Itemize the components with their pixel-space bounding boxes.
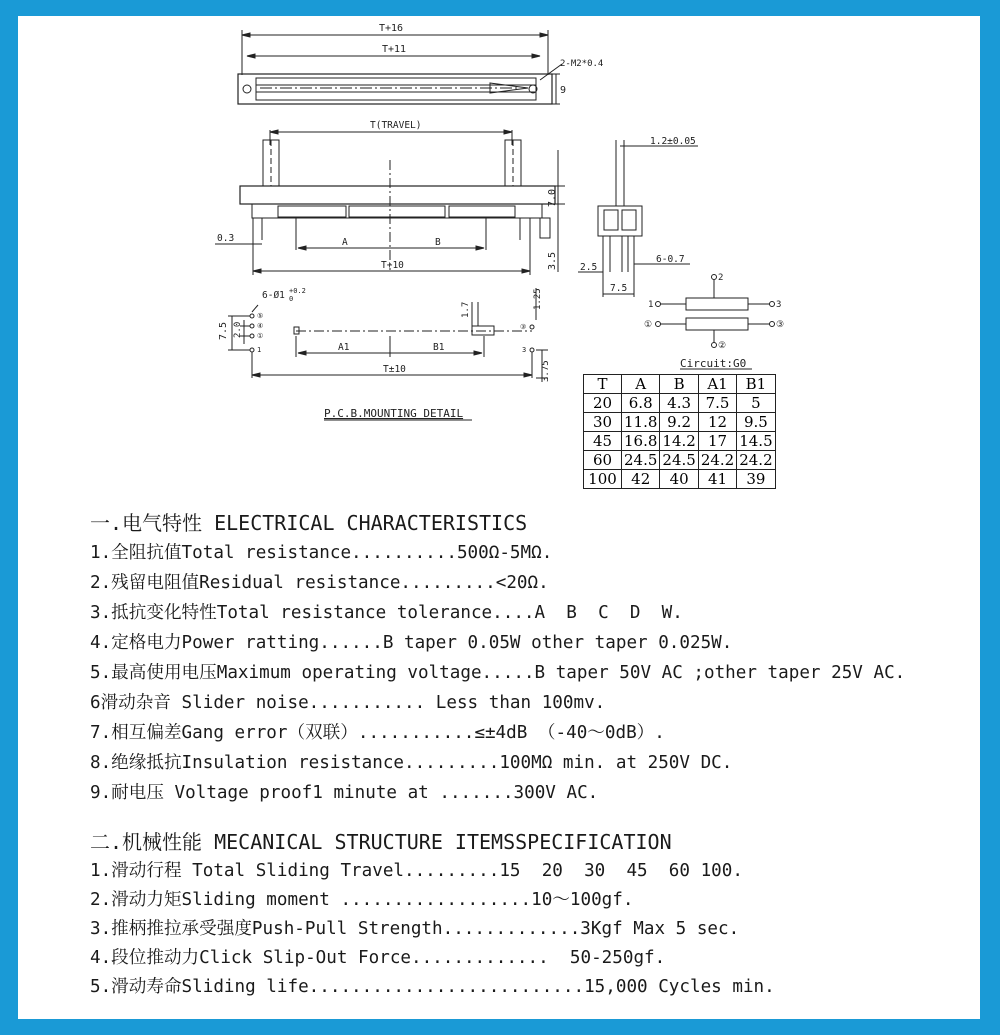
table-cell: 9.2 xyxy=(660,413,698,432)
electrical-item: 1.全阻抗值Total resistance..........500Ω-5MΩ. xyxy=(90,543,553,563)
dim-1-2: 1.2±0.05 xyxy=(650,136,696,147)
mechanical-item: 2.滑动力矩Sliding moment ..................10～100gf. xyxy=(90,890,634,910)
mechanical-item: 1.滑动行程 Total Sliding Travel.........15 20 30 45 60 100. xyxy=(90,861,743,881)
electrical-item: 6滑动杂音 Slider noise........... Less than 100mv. xyxy=(90,693,606,713)
electrical-item: 8.绝缘抵抗Insulation resistance.........100MΩ min. at 250V DC. xyxy=(90,753,733,773)
dim-t-pm10: T±10 xyxy=(383,364,406,375)
pcb-hole-tol: +0.2 xyxy=(289,287,306,295)
dim-pcb-7-5: 7.5 xyxy=(218,321,229,340)
dim-b: B xyxy=(435,237,441,248)
mechanical-title: 二.机械性能 MECANICAL STRUCTURE ITEMSSPECIFICATION xyxy=(90,830,672,854)
dim-pcb-2-0: 2.0 xyxy=(233,321,243,338)
pin-c3: ③ xyxy=(520,323,527,331)
dim-7-5-side: 7.5 xyxy=(610,283,628,294)
circuit-pin-1: 1 xyxy=(648,300,654,310)
dim-6-0-7: 6-0.7 xyxy=(656,254,685,265)
pcb-detail xyxy=(218,287,551,420)
pin-4: ④ xyxy=(257,322,264,330)
table-cell: 24.2 xyxy=(698,451,736,470)
table-cell: 12 xyxy=(698,413,736,432)
pcb-hole-tol0: 0 xyxy=(289,295,294,303)
dim-2-5: 2.5 xyxy=(580,262,598,273)
circuit-pin-c1: ① xyxy=(644,320,653,330)
drawing-svg xyxy=(0,0,1000,500)
pin-3: 3 xyxy=(522,346,527,354)
dim-1-7: 1.7 xyxy=(461,301,471,318)
dim-3-5: 3.5 xyxy=(547,251,558,270)
table-cell: 14.2 xyxy=(660,432,698,451)
table-cell: 11.8 xyxy=(622,413,660,432)
circuit-pin-c2: ② xyxy=(718,341,727,351)
dim-t16: T+16 xyxy=(379,23,404,34)
circuit-diagram xyxy=(644,273,784,370)
electrical-item: 2.残留电阻值Residual resistance.........<20Ω. xyxy=(90,573,549,593)
table-cell: 30 xyxy=(584,413,622,432)
pin-c1: ① xyxy=(257,332,264,340)
table-cell: 24.2 xyxy=(737,451,775,470)
pin-5: ⑤ xyxy=(257,312,264,320)
table-header: A xyxy=(622,375,660,394)
table-cell: 17 xyxy=(698,432,736,451)
electrical-section xyxy=(90,508,905,808)
electrical-item: 7.相互偏差Gang error（双联）...........≤±4dB （-40～0dB）. xyxy=(90,723,665,743)
dim-7-0: 7.0 xyxy=(547,188,558,207)
table-cell: 6.8 xyxy=(622,394,660,413)
mechanical-item: 4.段位推动力Click Slip-Out Force............. 50-250gf. xyxy=(90,948,666,968)
table-cell: 5 xyxy=(737,394,775,413)
electrical-item: 9.耐电压 Voltage proof1 minute at .......300V AC. xyxy=(90,783,599,803)
dim-a: A xyxy=(342,237,348,248)
table-cell: 14.5 xyxy=(737,432,775,451)
dim-0-3: 0.3 xyxy=(217,233,235,244)
hole-note: 2-M2*0.4 xyxy=(560,59,604,69)
dim-a1: A1 xyxy=(338,342,350,353)
table-cell: 60 xyxy=(584,451,622,470)
table-header: T xyxy=(584,375,622,394)
mechanical-item: 5.滑动寿命Sliding life..........................15,000 Cycles min. xyxy=(90,977,775,997)
dim-9: 9 xyxy=(560,85,567,96)
table-header: B xyxy=(660,375,698,394)
table-row xyxy=(584,470,776,489)
table-cell: 24.5 xyxy=(660,451,698,470)
pcb-label: P.C.B.MOUNTING DETAIL xyxy=(324,407,464,420)
mechanical-item: 3.推柄推拉承受强度Push-Pull Strength.............3Kgf Max 5 sec. xyxy=(90,919,740,939)
table-cell: 100 xyxy=(584,470,622,489)
table-cell: 4.3 xyxy=(660,394,698,413)
electrical-item: 4.定格电力Power ratting......B taper 0.05W other taper 0.025W. xyxy=(90,633,733,653)
table-cell: 16.8 xyxy=(622,432,660,451)
table-cell: 45 xyxy=(584,432,622,451)
table-cell: 42 xyxy=(622,470,660,489)
dim-1-25: 1.25 xyxy=(533,288,543,310)
pin-1: 1 xyxy=(257,346,262,354)
table-cell: 24.5 xyxy=(622,451,660,470)
mechanical-section xyxy=(90,827,775,1002)
pcb-hole-note: 6-Ø1 xyxy=(262,290,285,301)
table-cell: 40 xyxy=(660,470,698,489)
dim-3-75: 3.75 xyxy=(541,360,551,382)
table-header-row xyxy=(584,375,776,394)
dim-t11: T+11 xyxy=(382,44,407,55)
table-header: B1 xyxy=(737,375,775,394)
circuit-pin-2: 2 xyxy=(718,273,724,283)
table-row xyxy=(584,451,776,470)
circuit-pin-3: 3 xyxy=(776,300,782,310)
electrical-title: 一.电气特性 ELECTRICAL CHARACTERISTICS xyxy=(90,511,528,535)
dim-travel: T(TRAVEL) xyxy=(370,120,422,131)
electrical-item: 3.抵抗变化特性Total resistance tolerance....A B C D W. xyxy=(90,603,683,623)
table-row xyxy=(584,432,776,451)
table-cell: 9.5 xyxy=(737,413,775,432)
table-header: A1 xyxy=(698,375,736,394)
dim-b1: B1 xyxy=(433,342,445,353)
top-view xyxy=(238,23,603,104)
technical-drawing xyxy=(0,0,1000,500)
table-row xyxy=(584,413,776,432)
table-cell: 20 xyxy=(584,394,622,413)
table-cell: 7.5 xyxy=(698,394,736,413)
side-view xyxy=(578,136,698,297)
dim-t10: T+10 xyxy=(381,260,404,271)
table-cell: 41 xyxy=(698,470,736,489)
circuit-label: Circuit:G0 xyxy=(680,357,747,370)
circuit-pin-c3: ③ xyxy=(776,320,785,330)
dimension-table xyxy=(583,374,776,489)
table-cell: 39 xyxy=(737,470,775,489)
table-row xyxy=(584,394,776,413)
electrical-item: 5.最高使用电压Maximum operating voltage.....B taper 50V AC ;other taper 25V AC. xyxy=(90,663,906,683)
front-view xyxy=(215,120,565,275)
